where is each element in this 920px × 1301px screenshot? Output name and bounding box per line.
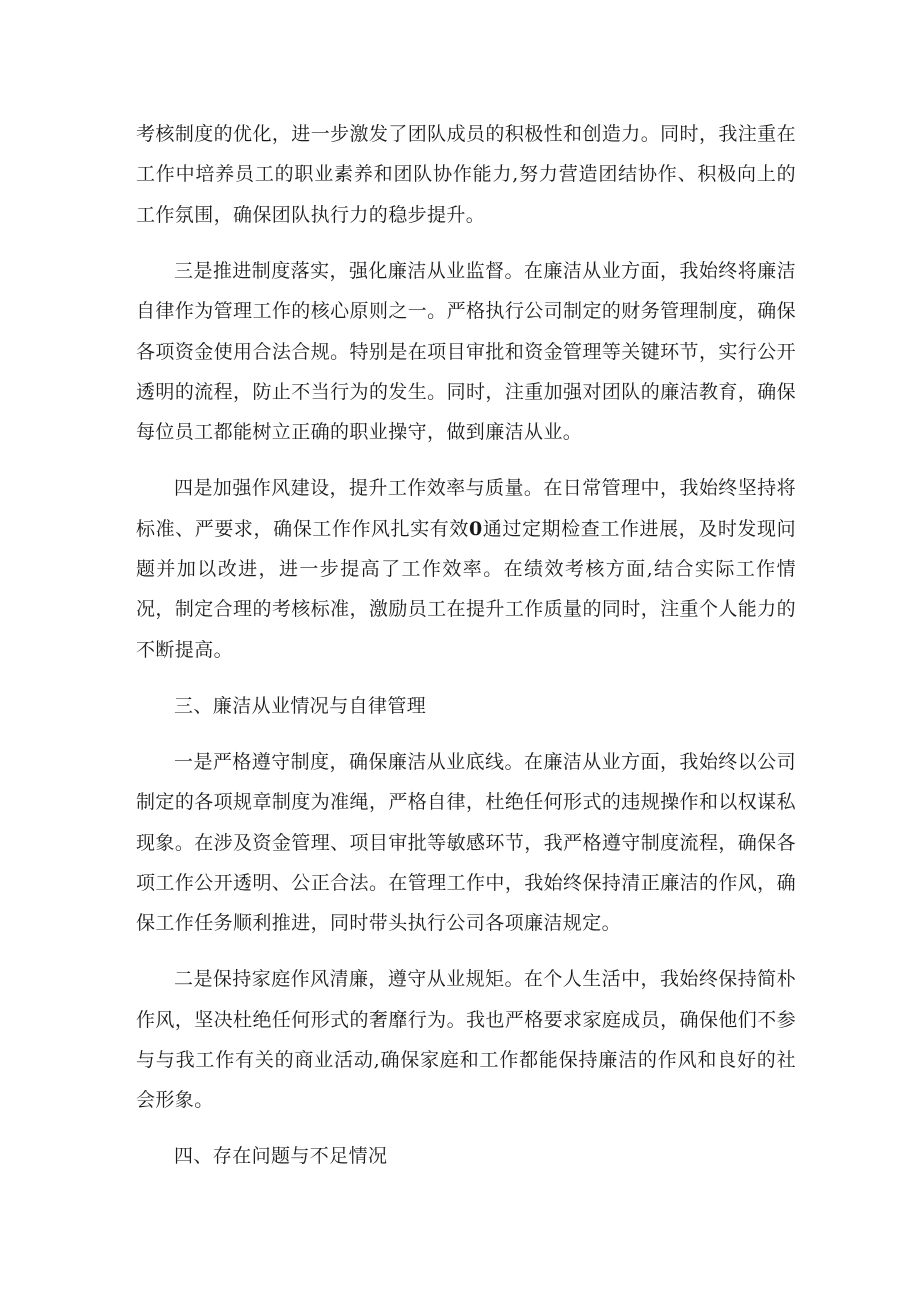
paragraph-point-four	[136, 468, 796, 670]
section-heading-three: 三、廉洁从业情况与自律管理	[174, 694, 427, 717]
paragraph-point-three: 三是推进制度落实，强化廉洁从业监督。在廉洁从业方面，我始终将廉洁自律作为管理工作的核心原则之一。严格执行公司制定的财务管理制度，确保各项资金使用合法合规。特别是在项目审批和资金管理等关键环节，实行公开透明的流程，防止不当行为的发生。同时，注重加强对团队的廉洁教育，确保每位员工都能树立正确的职业操守，做到廉洁从业。	[136, 259, 796, 444]
section-heading-four: 四、存在问题与不足情况	[174, 1145, 388, 1168]
paragraph-point-four-bold-glyph: 0	[468, 517, 483, 540]
paragraph-point-four-text-after: 通过定期检查工作进展，及时发现问题并加以改进，进一步提高了工作效率。在绩效考核方面,结合实际工作情况，制定合理的考核标准，激励员工在提升工作质量的同时，注重个人能力的不断提高。	[136, 517, 796, 661]
paragraph-point-two: 二是保持家庭作风清廉，遵守从业规矩。在个人生活中，我始终保持简朴作风，坚决杜绝任何形式的奢靡行为。我也严格要求家庭成员，确保他们不参与与我工作有关的商业活动,确保家庭和工作都能保持廉洁的作风和良好的社会形象。	[136, 968, 796, 1112]
paragraph-point-four-text-before: 四是加强作风建设，提升工作效率与质量。在日常管理中，我始终坚持将标准、严要求，确保工作作风扎实有效	[136, 477, 796, 540]
document-body	[136, 114, 796, 1192]
paragraph-continuation: 考核制度的优化，进一步激发了团队成员的积极性和创造力。同时，我注重在工作中培养员工的职业素养和团队协作能力,努力营造团结协作、积极向上的工作氛围，确保团队执行力的稳步提升。	[136, 123, 796, 226]
paragraph-point-one: 一是严格遵守制度，确保廉洁从业底线。在廉洁从业方面，我始终以公司制定的各项规章制度为准绳，严格自律，杜绝任何形式的违规操作和以权谋私现象。在涉及资金管理、项目审批等敏感环节，我严格遵守制度流程，确保各项工作公开透明、公正合法。在管理工作中，我始终保持清正廉洁的作风，确保工作任务顺利推进，同时带头执行公司各项廉洁规定。	[136, 750, 796, 935]
